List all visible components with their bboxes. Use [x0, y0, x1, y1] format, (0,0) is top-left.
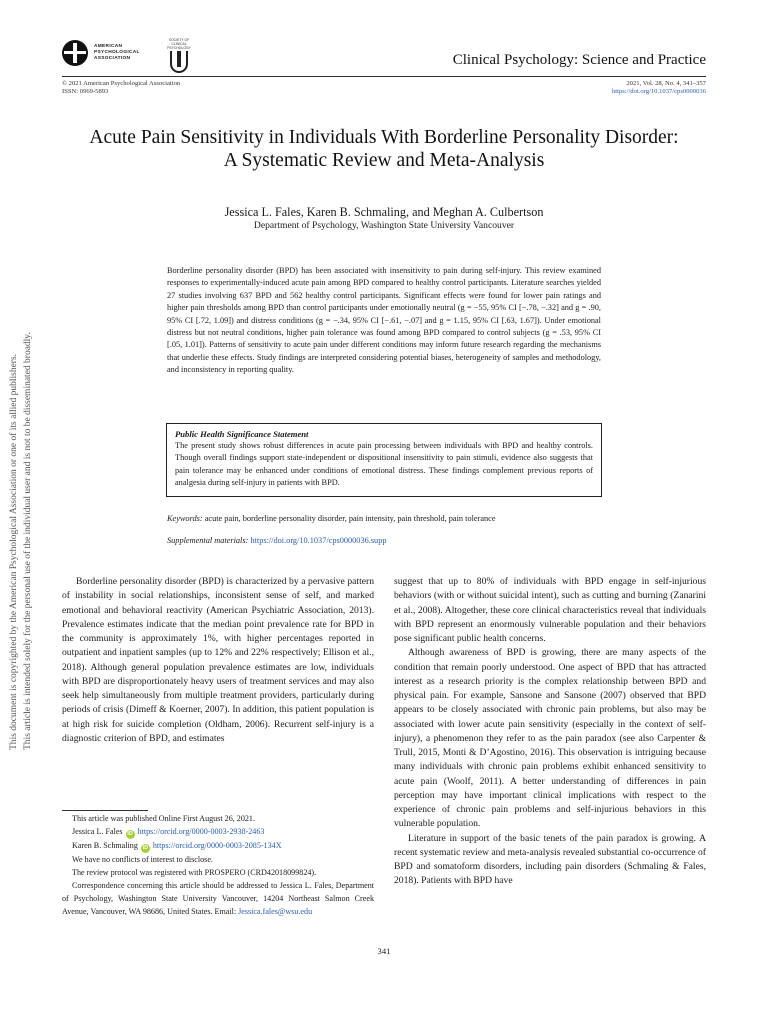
statement-body: The present study shows robust differences in acute pain processing between individuals with BPD and healthy controls. Though overall findings support state-independent or dispositional insensitivity to pain stimuli, evidence also suggests that pain tolerance may be enhanced under conditions of emotional distress. These findings complement previous reports of analgesia during self-injury in patients with BPD. [175, 441, 593, 487]
registration-note: The review protocol was registered with PROSPERO (CRD42018099824). [72, 868, 317, 878]
page-number: 341 [377, 946, 391, 956]
orcid-icon: iD [142, 845, 149, 852]
keywords: Keywords: acute pain, borderline personality disorder, pain intensity, pain threshold, pain tolerance [167, 514, 496, 523]
publication-note: This article was published Online First August 26, 2021. [72, 814, 255, 823]
division-logo-icon [170, 51, 188, 73]
division-logo: SOCIETY OF CLINICAL PSYCHOLOGY [164, 38, 194, 70]
statement-title: Public Health Significance Statement [175, 429, 309, 439]
supplemental-link[interactable]: https://doi.org/10.1037/cps0000036.supp [250, 536, 387, 545]
conflict-statement: We have no conflicts of interest to disclose. [72, 855, 213, 865]
article-title: Acute Pain Sensitivity in Individuals With Borderline Personality Disorder: A Systematic Review and Meta-Analysis [89, 127, 679, 171]
header-rule [62, 76, 706, 77]
authors: Jessica L. Fales, Karen B. Schmaling, and Meghan A. Culbertson [224, 205, 544, 219]
body-paragraph: Borderline personality disorder (BPD) is characterized by a pervasive pattern of instability in social relationships, inconsistent sense of self, and marked emotional and behavioral reactivity (American Psychiatric Association, 2013). Prevalence estimates indicate that the median point prevalence rate for BPD in the community is approximately 1%, with higher percentages reported in outpatient and inpatient samples (up to 12% and 22% respectively; Ellison et al., 2018). Although general population prevalence estimates are low, individuals with BPD are disproportionately heavy users of treatment services and may also seek help simultaneously from multiple treatment providers, particularly during periods of crisis (Dimeff & Koerner, 2007). In addition, this patient population is at high risk for suicide completion (Oldham, 2006). Recurrent self-injury is a diagnostic criterion of BPD, and estimates [62, 576, 374, 744]
affiliation: Department of Psychology, Washington State University Vancouver [253, 220, 515, 231]
doi-link[interactable]: https://doi.org/10.1037/cps0000036 [611, 88, 706, 96]
footnote-rule [62, 810, 148, 811]
body-paragraph: Literature in support of the basic tenets of the pain paradox is growing. A recent systematic review and meta-analysis revealed substantial co-occurrence of BPD and somatoform disorders, including pain disorders (Schmaling & Fales, 2018). Patients with BPD have [394, 832, 706, 887]
apa-logo-icon [62, 40, 88, 66]
usage-notice: This article is intended solely for the personal use of the individual user and is not to be disseminated broadly. [23, 332, 33, 750]
volume-info: 2021, Vol. 28, No. 4, 341–357 https://doi.org/10.1037/cps0000036 [611, 80, 706, 96]
body-paragraph: suggest that up to 80% of individuals with BPD engage in self-injurious behaviors (with or without suicidal intent), such as cutting and burning (Zanarini et al., 2008). Altogether, these core clinical characteristics reveal that individuals with BPD represent an enormously vulnerable population and their behaviors pose significant public health concerns. [394, 576, 706, 644]
copyright-notice: This document is copyrighted by the American Psychological Association or one of its allied publishers. [9, 353, 19, 750]
body-column-left [62, 575, 374, 746]
author-orcid-2: Karen B. Schmaling iD https://orcid.org/0000-0003-2085-134X [72, 841, 282, 852]
orcid-icon: iD [127, 831, 133, 838]
email-link[interactable]: Jessica.fales@wsu.edu [238, 907, 313, 917]
abstract: Borderline personality disorder (BPD) has been associated with insensitivity to pain during self-injury. This review examined responses to experimentally-induced acute pain among BPD compared to healthy control participants. Literature searches yielded 27 studies involving 637 BPD and 562 healthy control participants. Significant effects were found for lower pain ratings and higher pain thresholds among BPD than control participants under emotionally neutral (g = −55, 95% CI [−.78, −.32] and g = .90, 95% CI [.72, 1.09]) and distress conditions (g = −.34, 95% CI [−.61, −.07] and g = 1.15, 95% CI [.63, 1.67]). Under emotional distress but not neutral conditions, higher pain tolerance was found among BPD compared to control subjects (g = .53, 95% CI [.05, 1.01]). Patterns of sensitivity to acute pain under different conditions may inform future research regarding the mechanisms that underlie these effects. Study findings are interpreted considering potential biases, heterogeneity of samples and methodology, and inconsistency in reporting quality. [167, 266, 601, 375]
apa-logo-text: AMERICAN PSYCHOLOGICAL ASSOCIATION [94, 44, 140, 61]
apa-logo [62, 40, 140, 66]
orcid-link[interactable]: https://orcid.org/0000-0003-2938-2463 [137, 827, 265, 837]
correspondence-note: Correspondence concerning this article should be addressed to Jessica L. Fales, Department of Psychology, Washington State University Vancouver, 14204 Northeast Salmon Creek Avenue, Vancouver, WA 98686, United States. Email: Jessica.fales@wsu.edu [62, 881, 374, 917]
orcid-link[interactable]: https://orcid.org/0000-0003-2085-134X [152, 841, 282, 851]
author-orcid-1: Jessica L. Fales iD https://orcid.org/0000-0003-2938-2463 [72, 827, 265, 838]
body-column-right [394, 575, 706, 889]
supplemental-materials: Supplemental materials: https://doi.org/10.1037/cps0000036.supp [167, 536, 387, 545]
author-footnotes [62, 812, 374, 919]
body-paragraph: Although awareness of BPD is growing, there are many aspects of the condition that remain poorly understood. One aspect of BPD that has attracted interest as a research priority is the complex relationship between BPD and physical pain. For example, Sansone and Sansone (2007) observed that BPD appears to be closely associated with chronic pain problems, but also may be associated with lower acute pain sensitivity (especially in the context of self-injury), a phenomenon they refer to as the pain paradox (see also Carpenter & Trull, 2015, Monti & D’Agostino, 2016). This observation is intriguing because many individuals with chronic pain problems exhibit enhanced sensitivity to acute pain (Woolf, 2011). A better understanding of differences in pain perception may have important clinical implications with respect to the experience of chronic pain problems and self-injurious behaviors in this vulnerable population. [394, 647, 706, 830]
journal-name: Clinical Psychology: Science and Practice [452, 52, 706, 68]
public-health-statement [166, 423, 602, 497]
copyright-info: © 2021 American Psychological Association ISSN: 0969-5893 [62, 80, 181, 96]
